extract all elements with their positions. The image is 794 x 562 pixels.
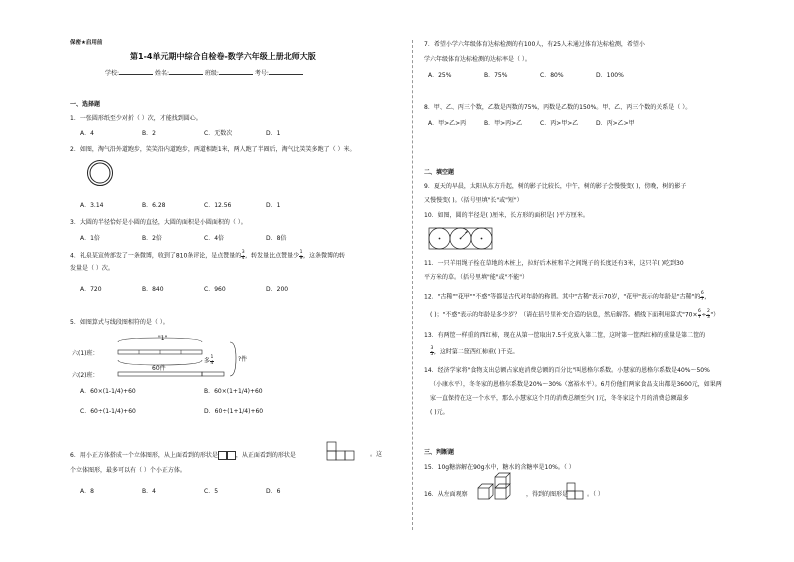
q5-options-row2 xyxy=(80,408,266,416)
q8-text: 8．甲、乙、丙三个数，乙数是丙数的75%，丙数是乙数的150%。甲、乙、丙三个数的关系是（ ）。 xyxy=(424,104,692,111)
q5-label-60: 60件 xyxy=(152,365,166,372)
q12-f2-num: 6 xyxy=(698,309,701,314)
q5-option-b[interactable]: B．60×(1+1/4)+60 xyxy=(204,388,263,395)
q7-option-d[interactable]: D．100% xyxy=(596,72,624,79)
q14-text3: 家一直保持在这一个水平，那么小慧家这个月的消费总额至少( )元，冬冬家这个月的消费总额最多 xyxy=(430,395,689,402)
q4-option-b[interactable]: B．840 xyxy=(142,286,164,293)
q5-label-more xyxy=(204,356,214,366)
q4-text xyxy=(70,251,345,261)
q12-text1-a: 12．"古稀""花甲""不惑"等都是古代对年龄的称谓。其中"古稀"表示70岁，"花甲"表示的年龄是"古稀"的 xyxy=(424,293,701,301)
q5-label-q: ?件 xyxy=(238,356,248,363)
left-column xyxy=(70,0,400,562)
name-label: 姓名: xyxy=(154,70,169,77)
q8-option-d[interactable]: D．丙>乙>甲 xyxy=(596,120,635,127)
q4-text-a: 4．礼泉某宣传部发了一条微博，收到了810条评论，是点赞量的 xyxy=(70,252,242,260)
q5-option-a[interactable]: A．60×(1-1/4)+60 xyxy=(80,388,136,395)
q12-text1-b: ， xyxy=(704,293,711,301)
q3-option-c[interactable]: C．4倍 xyxy=(204,235,225,242)
q6-option-a[interactable]: A．8 xyxy=(80,488,94,495)
q5-segment-diagram xyxy=(70,330,310,380)
q8-options xyxy=(428,120,652,128)
q10-text: 10．如图，圆的半径是( )厘米，长方形的面积是( )平方厘米。 xyxy=(424,212,589,219)
q5-more-text: 多 xyxy=(204,357,211,365)
q3-text: 3．大圆的半径恰好是小圆的直径，大圆的面积是小圆面积的（ ）。 xyxy=(70,219,247,226)
q4-frac-b-num: 1 xyxy=(299,250,303,255)
q16-left-view-figure xyxy=(566,482,586,504)
q5-more-num: 1 xyxy=(210,355,214,360)
q7-text1: 7．希望小学六年级体育达标检测的有100人，有25人未通过体育达标检测，希望小 xyxy=(424,41,645,48)
q5-row2-label: 六(2)班： xyxy=(72,372,99,379)
school-label: 学校: xyxy=(105,70,120,77)
q13-f-num: 3 xyxy=(430,346,434,351)
q11-text1: 11．一只羊用绳子拴在草地的木桩上，拉好后木桩和羊之间绳子的长度还有3米，这只羊( )吃到30 xyxy=(424,260,684,267)
q6-text-b: ，从正面看到的形状是 xyxy=(235,452,296,459)
q6-front-view-figure xyxy=(325,441,367,465)
q4-frac-a-num: 3 xyxy=(241,250,245,255)
q6-text-a: 6．用小正方体搭成一个立体图形，从上面看到的形状是 xyxy=(70,452,218,459)
q13-text1: 13．有两筐一样重的西红柿，现在从第一筐取出7.5千克放入第二筐，这时第一筐西红柿的重量是第二筐的 xyxy=(424,332,706,339)
q12-fraction-2 xyxy=(698,310,702,320)
q12-text2-b: "） xyxy=(710,311,720,319)
q2-options xyxy=(80,202,328,210)
q7-options xyxy=(428,72,652,80)
q6-text xyxy=(70,451,296,460)
q13-text2-b: ，这时第二筐西红柿重( )千克。 xyxy=(433,348,519,356)
q12-f3-num: 2 xyxy=(706,309,710,314)
q16-text-b: ，得到的图形是 xyxy=(526,491,569,498)
q3-options xyxy=(80,235,328,243)
q8-option-b[interactable]: B．甲>丙>乙 xyxy=(484,120,523,127)
q6-options xyxy=(80,488,328,496)
q12-text2-a: ( )；"不惑"表示的年龄是多少岁？（请在括号里补充合适的信息，然后解答。横线下面利用算式"70× xyxy=(430,311,698,319)
q3-option-d[interactable]: D．8倍 xyxy=(266,235,287,242)
q1-option-a[interactable]: A．4 xyxy=(80,130,94,137)
secret-label: 保密★启用前 xyxy=(70,40,103,46)
q4-options xyxy=(80,286,328,294)
q5-row1-label: 六(1)班： xyxy=(72,350,99,357)
q12-f2-den: 7 xyxy=(698,314,701,320)
q6-top-view-square xyxy=(218,451,227,460)
q5-option-c[interactable]: C．60÷(1-1/4)+60 xyxy=(80,408,136,415)
q6-option-b[interactable]: B．4 xyxy=(142,488,156,495)
column-divider xyxy=(412,40,413,530)
q12-f1-den: 7 xyxy=(700,296,704,302)
q14-text1: 14．经济学家将"食物支出总额占家庭消费总额的百分比"叫恩格尔系数。小慧家的恩格尔系数是40%～50% xyxy=(424,367,710,374)
id-field[interactable] xyxy=(269,69,303,75)
q15-text: 15．10g糖溶解在90g水中，糖水的含糖率是10%。（ ） xyxy=(424,464,575,471)
q5-more-den: 4 xyxy=(210,360,214,366)
school-field[interactable] xyxy=(119,69,153,75)
section-choice-title: 一、选择题 xyxy=(70,101,101,108)
q12-text1 xyxy=(424,292,710,302)
q4-frac-a-den: 4 xyxy=(241,255,245,261)
q6-line2: 个立体图形，最多可以有（ ）个小正方体。 xyxy=(70,467,186,474)
q5-option-d[interactable]: D．60÷(1+1/4)+60 xyxy=(204,408,264,415)
q3-option-b[interactable]: B．2倍 xyxy=(142,235,162,242)
q2-option-a[interactable]: A．3.14 xyxy=(80,202,104,209)
q4-text-c: ，这条微博的转 xyxy=(303,252,346,260)
section-judge-title: 三、判断题 xyxy=(424,449,455,456)
q2-option-d[interactable]: D．1 xyxy=(266,202,281,209)
q16-cubes-figure xyxy=(476,480,524,502)
q16-text-a: 16．从左面观察 xyxy=(424,491,468,498)
q13-text2 xyxy=(430,347,518,357)
q6-text-c: 。这 xyxy=(370,451,383,458)
name-field[interactable] xyxy=(169,69,203,75)
q13-f-den: 5 xyxy=(430,351,434,357)
class-label: 班级: xyxy=(204,70,219,77)
q10-figure xyxy=(428,227,494,249)
q7-option-a[interactable]: A．25% xyxy=(428,72,452,79)
q4-text-b: ，转发量比点赞量少 xyxy=(245,252,300,260)
q4-line2: 发量是（ ）次。 xyxy=(70,265,114,272)
q4-option-c[interactable]: C．960 xyxy=(204,286,226,293)
q9-text2: 又慢慢变( )。（括号里填"长"或"短"） xyxy=(424,197,523,204)
q5-text: 5．如图算式与线段图相符的是（ ）。 xyxy=(70,319,169,326)
q1-option-b[interactable]: B．2 xyxy=(142,130,156,137)
q1-options xyxy=(80,130,328,138)
q5-options-row1 xyxy=(80,388,266,396)
q6-option-c[interactable]: C．5 xyxy=(204,488,219,495)
right-column xyxy=(424,0,734,562)
q12-text2: ( )；"不惑"表示的年龄是多少岁？（请在括号里补充合适的信息，然后解答。横线下面利用算式"70× $\frac{6}{7}$ ÷ $\frac{2}{3}$ "） xyxy=(430,309,720,320)
q14-text2: （小康水平），冬冬家的恩格尔系数是20%～30%（富裕水平）。6月份他们两家食品支出都是3600元，如果两 xyxy=(430,381,722,388)
q5-label-one: "1" xyxy=(158,335,168,342)
q4-option-a[interactable]: A．720 xyxy=(80,286,102,293)
q10-radius-label: 2 xyxy=(465,230,468,235)
q7-text2: 学六年级体育达标检测的达标率是（ ）。 xyxy=(424,56,531,63)
q1-option-d[interactable]: D．1 xyxy=(266,130,281,137)
q11-text2: 平方米的草。（括号里填"能"或"不能"） xyxy=(424,274,529,281)
q4-option-d[interactable]: D．200 xyxy=(266,286,289,293)
q2-text: 2．如图，淘气沿外道跑步，笑笑沿内道跑步，两道相距1米，两人跑了半圈后，淘气比笑笑多跑了（ ）米。 xyxy=(70,146,356,153)
q6-option-d[interactable]: D．6 xyxy=(266,488,281,495)
q1-option-c[interactable]: C．无数次 xyxy=(204,130,233,137)
q4-frac-b-den: 9 xyxy=(299,255,303,261)
section-fill-title: 二、填空题 xyxy=(424,169,455,176)
q12-f1-num: 6 xyxy=(700,291,704,296)
id-label: 考号: xyxy=(254,70,269,77)
q1-text: 1．一张圆形纸至少对折（ ）次，才能找到圆心。 xyxy=(70,115,202,122)
q8-option-c[interactable]: C．丙>甲>乙 xyxy=(540,120,579,127)
q16-text-c: 。（ ） xyxy=(587,491,604,498)
q2-option-b[interactable]: B．6.28 xyxy=(142,202,166,209)
q14-text4: ( )元。 xyxy=(430,409,449,416)
q12-f3-den: 3 xyxy=(706,314,710,320)
q6-top-view-square xyxy=(227,451,236,460)
q3-option-a[interactable]: A．1倍 xyxy=(80,235,100,242)
q8-option-a[interactable]: A．甲>乙>丙 xyxy=(428,120,467,127)
q2-option-c[interactable]: C．12.56 xyxy=(204,202,232,209)
q7-option-c[interactable]: C．80% xyxy=(540,72,564,79)
q2-track-figure xyxy=(86,159,114,187)
q9-text1: 9．夏天的早晨，太阳从东方升起，树的影子比较长，中午，树的影子会慢慢变( )，傍晚，树的影子 xyxy=(424,183,687,190)
student-info xyxy=(105,69,303,78)
page-title: 第1-4单元期中综合自检卷-数学六年级上册北师大版 xyxy=(130,52,316,61)
class-field[interactable] xyxy=(219,69,253,75)
q7-option-b[interactable]: B．75% xyxy=(484,72,508,79)
q5-more-fraction xyxy=(210,356,214,366)
